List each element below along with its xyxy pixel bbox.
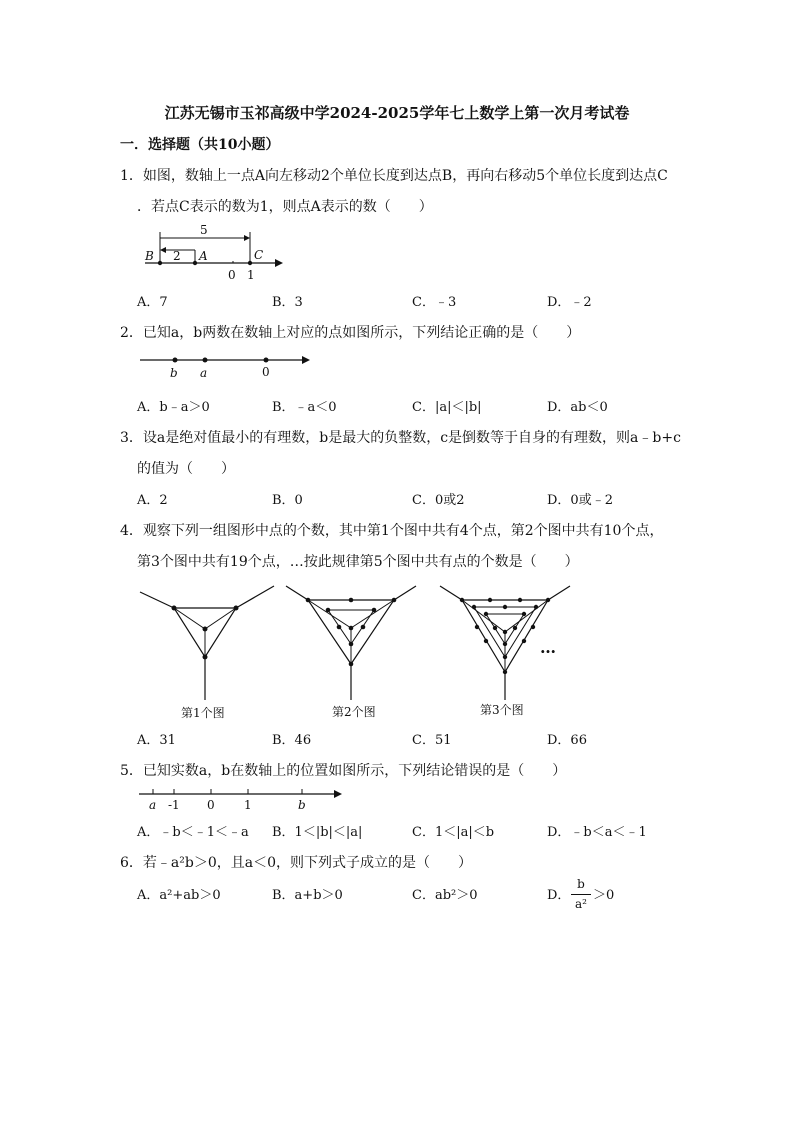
q4-option-c: C．51 bbox=[412, 733, 452, 748]
q6-option-c: C．ab²＞0 bbox=[412, 888, 478, 903]
q6-fraction-numerator: b bbox=[577, 877, 585, 891]
q4-text-line2: 第3个图中共有19个点，…按此规律第5个图中共有点的个数是（ ） bbox=[137, 554, 579, 570]
q6-fraction-bar bbox=[571, 894, 591, 895]
q1-label-0: 0 bbox=[228, 268, 236, 282]
q3-option-c: C．0或2 bbox=[412, 493, 465, 508]
q1-text-line1: 1．如图，数轴上一点A向左移动2个单位长度到达点B，再向右移动5个单位长度到达点C bbox=[120, 168, 668, 184]
q4-caption-1: 第1个图 bbox=[181, 706, 225, 720]
q4-caption-2: 第2个图 bbox=[332, 705, 376, 719]
q1-label-1: 1 bbox=[247, 268, 255, 282]
q1-label-C: C bbox=[254, 248, 264, 262]
section-heading: 一．选择题（共10小题） bbox=[120, 137, 280, 153]
q2-option-c: C．|a|＜|b| bbox=[412, 400, 482, 415]
q1-option-a: A．7 bbox=[137, 295, 168, 310]
q2-label-a: a bbox=[200, 366, 208, 380]
q1-number-line-figure bbox=[140, 222, 285, 284]
q1-label-A: A bbox=[199, 249, 208, 263]
q6-fraction-denominator: a² bbox=[575, 897, 587, 911]
q4-figure-1 bbox=[138, 582, 278, 722]
q6-option-d: D． bbox=[547, 888, 571, 903]
q2-text-line1: 2．已知a，b两数在数轴上对应的点如图所示，下列结论正确的是（ ） bbox=[120, 325, 581, 341]
q4-option-a: A．31 bbox=[137, 733, 176, 748]
q5-option-c: C．1＜|a|＜b bbox=[412, 825, 495, 840]
q5-option-d: D．﹣b＜a＜﹣1 bbox=[547, 825, 647, 840]
q2-label-b: b bbox=[170, 366, 178, 380]
q6-text-line1: 6．若﹣a²b＞0，且a＜0，则下列式子成立的是（ ） bbox=[120, 855, 472, 871]
q5-label-1: 1 bbox=[244, 798, 252, 812]
page-title: 江苏无锡市玉祁高级中学2024-2025学年七上数学上第一次月考试卷 bbox=[164, 104, 630, 122]
q5-label-minus1: -1 bbox=[168, 798, 180, 812]
q1-label-2: 2 bbox=[173, 249, 181, 263]
q4-ellipsis: … bbox=[540, 638, 556, 657]
q1-option-b: B．3 bbox=[272, 295, 303, 310]
q1-text-line2: ．若点C表示的数为1，则点A表示的数（ ） bbox=[137, 199, 433, 215]
q2-option-b: B．﹣a＜0 bbox=[272, 400, 337, 415]
q5-label-0: 0 bbox=[207, 798, 215, 812]
q2-option-a: A．b﹣a＞0 bbox=[137, 400, 210, 415]
q1-label-5: 5 bbox=[200, 223, 208, 237]
q4-option-b: B．46 bbox=[272, 733, 312, 748]
q5-number-line-figure bbox=[137, 784, 347, 812]
q2-number-line-figure bbox=[138, 350, 313, 380]
q3-option-d: D．0或﹣2 bbox=[547, 493, 613, 508]
q3-option-b: B．0 bbox=[272, 493, 303, 508]
q1-option-d: D．﹣2 bbox=[547, 295, 592, 310]
q4-text-line1: 4．观察下列一组图形中点的个数，其中第1个图中共有4个点，第2个图中共有10个点， bbox=[120, 523, 664, 539]
q2-label-0: 0 bbox=[262, 365, 270, 379]
q3-text-line2: 的值为（ ） bbox=[137, 461, 235, 477]
q6-fraction-tail: ＞0 bbox=[593, 888, 615, 903]
q6-option-b: B．a+b＞0 bbox=[272, 888, 343, 903]
q3-text-line1: 3．设a是绝对值最小的有理数，b是最大的负整数，c是倒数等于自身的有理数，则a﹣b+c bbox=[120, 430, 681, 446]
q2-option-d: D．ab＜0 bbox=[547, 400, 608, 415]
q1-option-c: C．﹣3 bbox=[412, 295, 457, 310]
q6-option-a: A．a²+ab＞0 bbox=[137, 888, 221, 903]
q5-text-line1: 5．已知实数a，b在数轴上的位置如图所示，下列结论错误的是（ ） bbox=[120, 763, 567, 779]
q4-figure-2 bbox=[284, 582, 424, 722]
q3-option-a: A．2 bbox=[137, 493, 168, 508]
q5-label-b: b bbox=[298, 798, 306, 812]
q5-option-a: A．﹣b＜﹣1＜﹣a bbox=[137, 825, 249, 840]
q5-option-b: B．1＜|b|＜|a| bbox=[272, 825, 363, 840]
q4-caption-3: 第3个图 bbox=[480, 703, 524, 717]
q5-label-a: a bbox=[149, 798, 157, 812]
q1-label-B: B bbox=[145, 249, 154, 263]
q4-option-d: D．66 bbox=[547, 733, 587, 748]
